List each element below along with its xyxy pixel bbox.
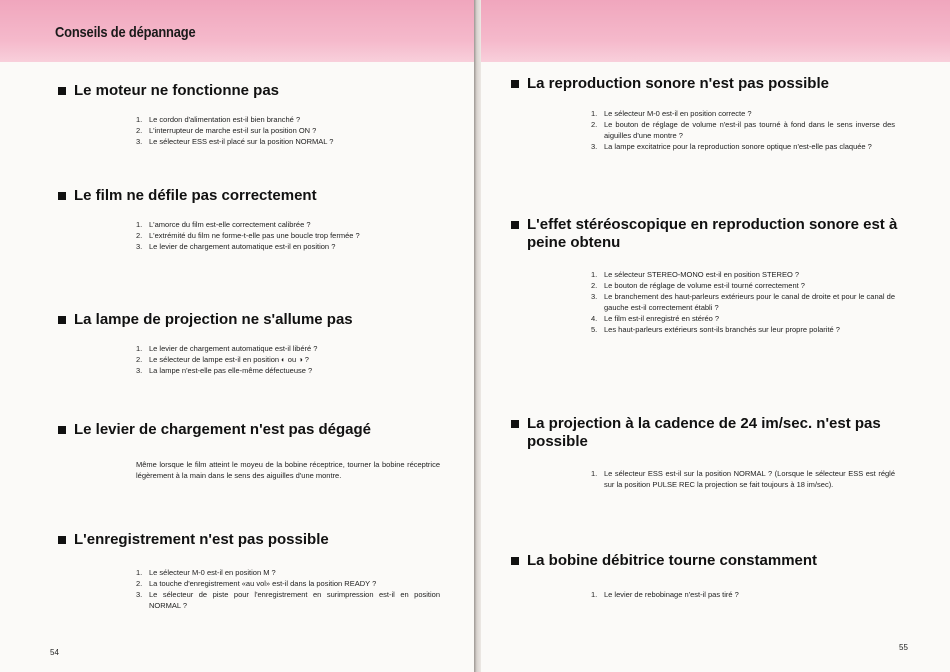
list-item: 1. Le levier de chargement automatique est-il libéré ?: [136, 344, 318, 353]
checklist: [591, 108, 895, 152]
square-bullet-icon: [511, 557, 519, 565]
section-supply-reel: [511, 552, 906, 600]
checklist: [591, 468, 895, 490]
list-item: 2. L'extrémité du film ne forme-t-elle pas une boucle trop fermée ?: [136, 231, 360, 240]
list-item: 3. Le sélecteur de piste pour l'enregistrement en surimpression est-il en position NORMAL ?: [136, 590, 440, 610]
list-item: 1. Le cordon d'alimentation est-il bien branché ?: [136, 115, 301, 124]
square-bullet-icon: [58, 87, 66, 95]
section-sound-reproduction: [511, 75, 901, 152]
square-bullet-icon: [511, 221, 519, 229]
list-item: 3. Le levier de chargement automatique est-il en position ?: [136, 242, 336, 251]
checklist: [136, 343, 448, 376]
list-item: 1. L'amorce du film est-elle correctement calibrée ?: [136, 220, 311, 229]
section-paragraph: Même lorsque le film atteint le moyeu de la bobine réceptrice, tourner la bobine réceptrice légèrement à la main dans le sens des aiguilles d'une montre.: [136, 460, 440, 480]
section-heading: L'enregistrement n'est pas possible: [58, 531, 448, 549]
list-item: 3. Le branchement des haut-parleurs extérieurs pour le canal de droite et pour le canal de gauche est-il correctement établi ?: [591, 292, 895, 312]
section-film: [58, 187, 448, 252]
list-item: 1. Le sélecteur M-0 est-il en position correcte ?: [591, 109, 752, 118]
checklist: [136, 567, 440, 611]
list-item: 1. Le sélecteur ESS est-il sur la position NORMAL ? (Lorsque le sélecteur ESS est réglé sur la position PULSE REC la projection se fait toujours à 18 im/sec).: [591, 469, 895, 489]
list-item: 3. La lampe excitatrice pour la reproduction sonore optique n'est-elle pas claquée ?: [591, 142, 872, 151]
checklist: [591, 269, 895, 335]
checklist: [591, 589, 895, 600]
square-bullet-icon: [58, 426, 66, 434]
list-item: 2. L'interrupteur de marche est-il sur la position ON ?: [136, 126, 317, 135]
book-gutter: [474, 0, 481, 672]
list-item: 2. Le bouton de réglage de volume est-il tourné correctement ?: [591, 281, 805, 290]
section-heading: La lampe de projection ne s'allume pas: [58, 311, 448, 329]
square-bullet-icon: [58, 536, 66, 544]
list-item: 3. Le sélecteur ESS est-il placé sur la position NORMAL ?: [136, 137, 334, 146]
section-heading: L'effet stéréoscopique en reproduction sonore est à peine obtenu: [511, 216, 906, 252]
header-band: [0, 0, 474, 62]
checklist: [136, 219, 440, 252]
square-bullet-icon: [58, 316, 66, 324]
page-number: 54: [50, 648, 59, 657]
section-24fps: [511, 415, 906, 490]
list-item: 2. Le sélecteur de lampe est-il en position ◐ ou ◑ ?: [136, 355, 309, 364]
checklist: [136, 114, 448, 147]
section-lamp: [58, 311, 448, 376]
section-stereo: [511, 216, 906, 335]
list-item: 3. La lampe n'est-elle pas elle-même défectueuse ?: [136, 366, 313, 375]
square-bullet-icon: [511, 420, 519, 428]
left-page: [0, 0, 474, 672]
page-number: 55: [899, 643, 908, 652]
list-item: 4. Le film est-il enregistré en stéréo ?: [591, 314, 720, 323]
list-item: 2. Le bouton de réglage de volume n'est-il pas tourné à fond dans le sens inverse des aiguilles d'une montre ?: [591, 120, 895, 140]
section-heading: La bobine débitrice tourne constamment: [511, 552, 906, 570]
list-item: 2. La touche d'enregistrement «au vol» est-il dans la position READY ?: [136, 579, 377, 588]
section-heading: La reproduction sonore n'est pas possible: [511, 75, 901, 93]
header-title: Conseils de dépannage: [55, 24, 196, 41]
right-page: [481, 0, 950, 672]
section-heading: Le film ne défile pas correctement: [58, 187, 448, 205]
list-item: 5. Les haut-parleurs extérieurs sont-ils branchés sur leur propre polarité ?: [591, 325, 840, 334]
section-heading: La projection à la cadence de 24 im/sec. n'est pas possible: [511, 415, 906, 451]
square-bullet-icon: [58, 192, 66, 200]
section-heading: Le moteur ne fonctionne pas: [58, 82, 448, 100]
section-lever: [58, 421, 448, 481]
section-recording: [58, 531, 448, 611]
list-item: 1. Le levier de rebobinage n'est-il pas tiré ?: [591, 590, 739, 599]
header-band: [481, 0, 950, 62]
list-item: 1. Le sélecteur STEREO-MONO est-il en position STEREO ?: [591, 270, 800, 279]
section-motor: [58, 82, 448, 147]
list-item: 1. Le sélecteur M-0 est-il en position M ?: [136, 568, 276, 577]
section-heading: Le levier de chargement n'est pas dégagé: [58, 421, 448, 439]
square-bullet-icon: [511, 80, 519, 88]
